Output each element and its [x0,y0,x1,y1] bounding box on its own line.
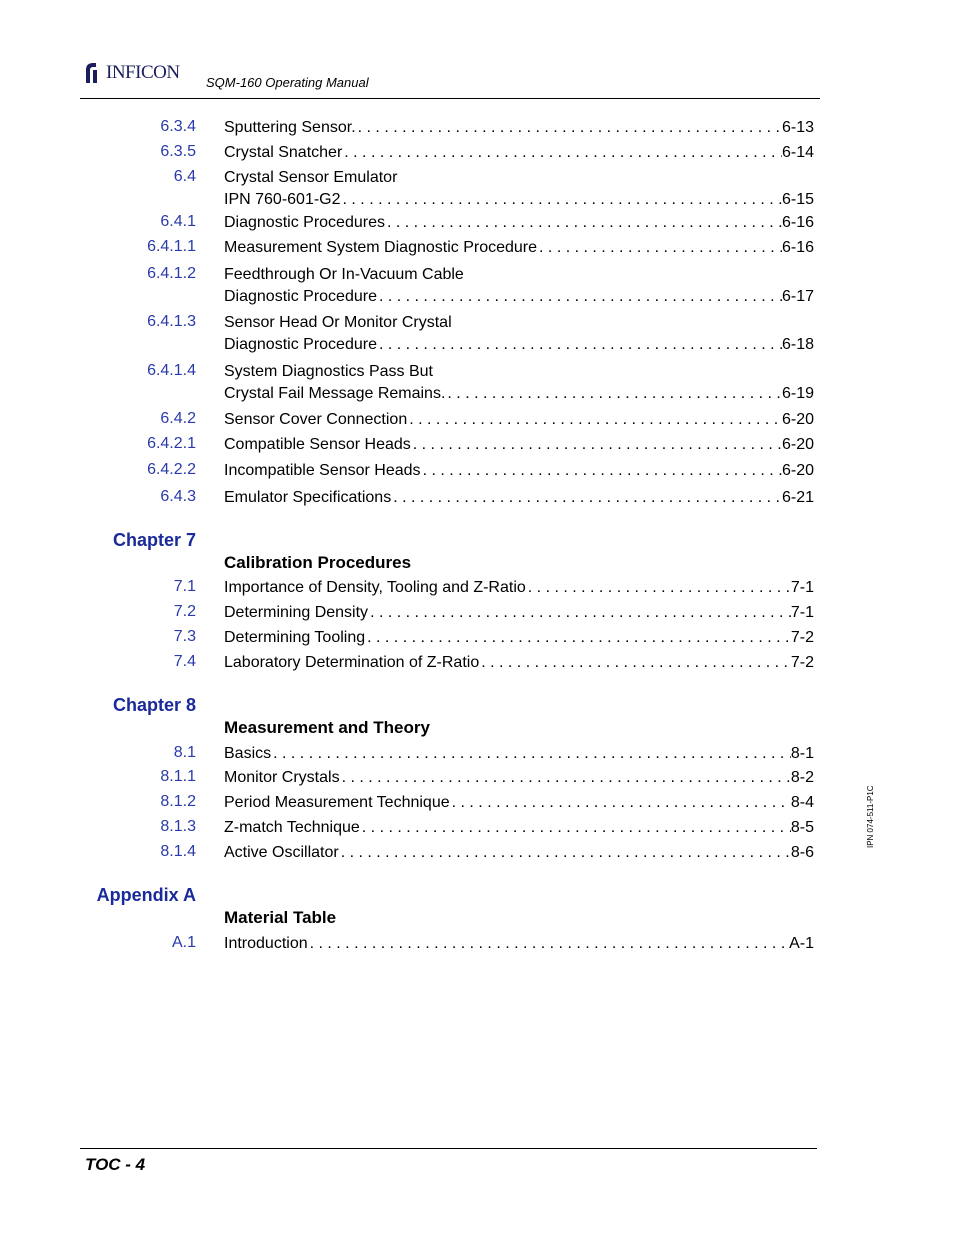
toc-entry-title[interactable]: Diagnostic Procedure [224,336,377,353]
toc-entry-title[interactable]: Diagnostic Procedure [224,288,377,305]
toc-entry-number[interactable]: A.1 [171,934,196,951]
toc-entry-page[interactable]: 6-18 [781,336,814,353]
page-number: TOC - 4 [85,1155,146,1174]
leader-dots [342,143,782,162]
toc-entry-number[interactable]: 6.4.1 [160,213,196,230]
header-rule [80,98,820,99]
toc-entry[interactable] [224,488,814,507]
toc-entry-number[interactable]: 8.1 [173,744,196,761]
leader-dots [377,335,782,354]
chapter-7-label[interactable]: Chapter 7 [112,530,196,550]
toc-entry-page[interactable]: 6-15 [781,191,814,208]
toc-entry-title[interactable]: Emulator Specifications [224,489,392,506]
toc-entry[interactable] [224,190,814,209]
leader-dots [308,934,789,953]
toc-entry-page[interactable]: 6-21 [781,489,814,506]
leader-dots [391,488,782,507]
toc-entry-title[interactable]: Determining Tooling [224,629,366,646]
leader-dots [368,603,791,622]
toc-entry-page[interactable]: 6-20 [781,436,814,453]
toc-entry-page[interactable]: 7-1 [790,604,814,621]
toc-entry-page[interactable]: 6-20 [781,462,814,479]
toc-entry-page[interactable]: A-1 [789,935,814,952]
toc-entry-number[interactable]: 6.4.1.4 [147,362,196,379]
toc-entry-number[interactable]: 6.4.1.1 [147,238,196,255]
toc-entry[interactable] [224,653,814,672]
toc-entry[interactable] [224,768,814,787]
manual-title: SQM-160 Operating Manual [206,75,369,90]
toc-entry-number[interactable]: 7.3 [173,628,196,645]
toc-entry-page[interactable]: 7-1 [790,579,814,596]
toc-entry-title[interactable]: Compatible Sensor Heads [224,436,411,453]
chapter-7-title[interactable]: Calibration Procedures [224,553,412,572]
toc-entry-number[interactable]: 6.4.2.1 [147,435,196,452]
toc-entry-number[interactable]: 6.4.2 [160,410,196,427]
toc-entry-number[interactable]: 8.1.4 [160,843,196,860]
leader-dots [411,435,782,454]
toc-entry-title[interactable]: Basics [224,745,272,762]
toc-entry[interactable] [224,628,814,647]
toc-entry-title-line1[interactable]: Crystal Sensor Emulator [224,169,398,186]
leader-dots [360,818,791,837]
toc-entry-title[interactable]: Laboratory Determination of Z-Ratio [224,654,480,671]
toc-entry-title[interactable]: Z-match Technique [224,819,360,836]
toc-entry-number[interactable]: 6.4.1.3 [147,313,196,330]
chapter-8-label[interactable]: Chapter 8 [112,695,196,715]
leader-dots [526,578,791,597]
leader-dots [365,628,791,647]
toc-entry-number[interactable]: 7.2 [173,603,196,620]
leader-dots [421,461,782,480]
toc-entry-number[interactable]: 8.1.2 [160,793,196,810]
leader-dots [271,744,791,763]
brand-name: INFICON [106,62,180,83]
toc-entry[interactable] [224,435,814,454]
leader-dots [385,213,782,232]
toc-entry-title[interactable]: IPN 760-601-G2 [224,191,341,208]
toc-entry-title-line1[interactable]: System Diagnostics Pass But [224,363,433,380]
toc-entry[interactable] [224,410,814,429]
toc-entry-title[interactable]: Introduction [224,935,308,952]
toc-entry-page[interactable]: 8-2 [790,769,814,786]
toc-entry-page[interactable]: 8-6 [790,844,814,861]
toc-entry-page[interactable]: 6-14 [781,144,814,161]
leader-dots [445,384,782,403]
leader-dots [479,653,791,672]
toc-entry[interactable] [224,461,814,480]
leader-dots [340,768,791,787]
toc-entry[interactable] [224,213,814,232]
toc-entry-number[interactable]: 6.3.5 [160,143,196,160]
footer-rule [80,1148,817,1149]
toc-entry[interactable] [224,744,814,763]
toc-entry-title[interactable]: Diagnostic Procedures [224,214,385,231]
toc-entry-page[interactable]: 7-2 [790,629,814,646]
toc-entry-title-line1[interactable]: Feedthrough Or In-Vacuum Cable [224,266,464,283]
toc-entry-number[interactable]: 6.4.3 [160,488,196,505]
toc-entry-title[interactable]: Importance of Density, Tooling and Z-Ratio [224,579,526,596]
toc-entry[interactable] [224,287,814,306]
toc-entry-number[interactable]: 7.1 [173,578,196,595]
toc-entry-page[interactable]: 6-20 [781,411,814,428]
toc-entry-title[interactable]: Monitor Crystals [224,769,340,786]
toc-entry-number[interactable]: 6.3.4 [160,118,196,135]
toc-entry-number[interactable]: 8.1.1 [160,768,196,785]
toc-entry-title[interactable]: Sensor Cover Connection [224,411,408,428]
chapter-8-title[interactable]: Measurement and Theory [224,718,430,737]
toc-entry[interactable] [224,603,814,622]
toc-entry-title[interactable]: Crystal Snatcher [224,144,343,161]
leader-dots [356,118,782,137]
toc-entry-number[interactable]: 6.4.1.2 [147,265,196,282]
toc-entry-title[interactable]: Active Oscillator [224,844,339,861]
toc-entry-title[interactable]: Crystal Fail Message Remains. [224,385,446,402]
toc-entry-page[interactable]: 6-16 [781,239,814,256]
toc-entry[interactable] [224,384,814,403]
toc-entry-title[interactable]: Sputtering Sensor. [224,119,356,136]
toc-entry[interactable] [224,793,814,812]
toc-entry-page[interactable]: 6-19 [781,385,814,402]
toc-entry-page[interactable]: 6-16 [781,214,814,231]
leader-dots [537,238,782,257]
appendix-a-label[interactable]: Appendix A [96,885,196,905]
toc-entry[interactable] [224,818,814,837]
toc-entry-page[interactable]: 6-13 [781,119,814,136]
toc-entry-page[interactable]: 8-4 [790,794,814,811]
toc-entry[interactable] [224,143,814,162]
inficon-logo-icon [82,61,104,85]
toc-entry-number[interactable]: 6.4.2.2 [147,461,196,478]
leader-dots [341,190,782,209]
inficon-logo [82,60,180,86]
leader-dots [339,843,791,862]
toc-entry-title-line1[interactable]: Sensor Head Or Monitor Crystal [224,314,452,331]
toc-entry-title[interactable]: Measurement System Diagnostic Procedure [224,239,538,256]
toc-entry-number[interactable]: 6.4 [173,168,196,185]
appendix-a-title[interactable]: Material Table [224,908,337,927]
ipn-label: IPN 074-511-P1C [866,785,875,848]
toc-entry[interactable] [224,934,814,953]
toc-entry-page[interactable]: 8-1 [790,745,814,762]
leader-dots [377,287,782,306]
toc-entry[interactable] [224,118,814,137]
toc-entry[interactable] [224,335,814,354]
toc-entry-number[interactable]: 8.1.3 [160,818,196,835]
toc-entry-page[interactable]: 8-5 [790,819,814,836]
toc-entry[interactable] [224,578,814,597]
toc-entry-title[interactable]: Determining Density [224,604,369,621]
toc-entry-title[interactable]: Incompatible Sensor Heads [224,462,421,479]
toc-entry-number[interactable]: 7.4 [173,653,196,670]
leader-dots [450,793,791,812]
toc-entry-page[interactable]: 6-17 [781,288,814,305]
toc-entry[interactable] [224,843,814,862]
toc-entry-title[interactable]: Period Measurement Technique [224,794,450,811]
toc-entry[interactable] [224,238,814,257]
toc-entry-page[interactable]: 7-2 [790,654,814,671]
leader-dots [407,410,782,429]
